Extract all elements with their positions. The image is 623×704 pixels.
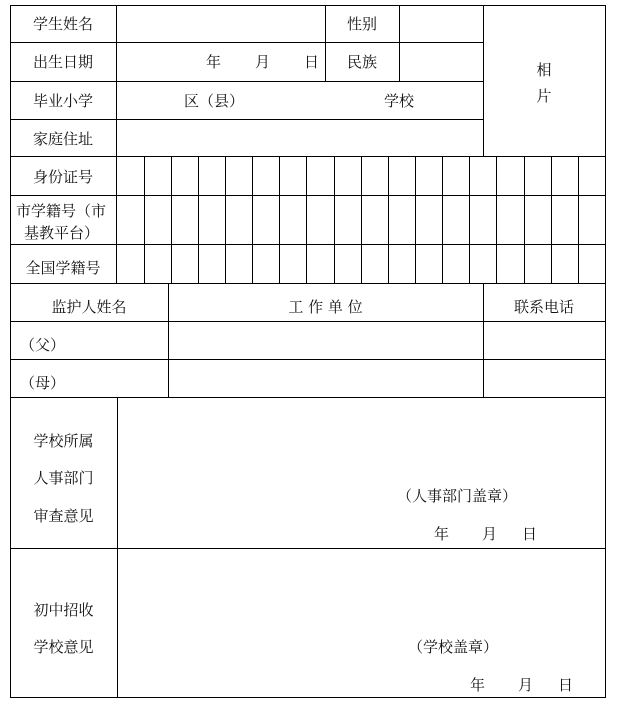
- grid-line: [198, 156, 199, 284]
- city-student-id-label-1: 市学籍号（市: [16, 202, 107, 220]
- grid-line: [144, 156, 145, 284]
- student-name-label: 学生姓名: [32, 15, 93, 33]
- student-name-field[interactable]: [117, 6, 325, 42]
- grid-line: [225, 156, 226, 284]
- hr-review-label-3: 审查意见: [33, 507, 94, 525]
- home-address-label: 家庭住址: [32, 130, 93, 148]
- guardian-name-header: 监护人姓名: [51, 298, 127, 316]
- hr-review-label-1: 学校所属: [33, 432, 94, 450]
- ethnicity-field[interactable]: [400, 43, 483, 81]
- home-address-field[interactable]: [117, 120, 483, 156]
- birth-date-label: 出生日期: [32, 53, 93, 71]
- enroll-day-unit: 日: [558, 676, 574, 694]
- mother-label: （母）: [20, 374, 66, 392]
- city-student-id-label-2: 基教平台）: [24, 224, 100, 242]
- enroll-year-unit: 年: [470, 676, 486, 694]
- grid-line: [388, 156, 389, 284]
- enroll-stamp-text: （学校盖章）: [408, 638, 499, 656]
- grid-line: [442, 156, 443, 284]
- photo-label-2: 片: [536, 87, 552, 105]
- guardian-work-header: 工 作 单 位: [288, 298, 363, 316]
- grid-line: [578, 156, 579, 284]
- grid-line: [415, 156, 416, 284]
- grid-line: [252, 156, 253, 284]
- gender-field[interactable]: [400, 6, 483, 42]
- grid-line: [334, 156, 335, 284]
- district-unit: 区（县）: [184, 92, 245, 110]
- birth-month-unit: 月: [255, 53, 271, 71]
- birth-day-unit: 日: [304, 53, 320, 71]
- photo-label-1: 相: [536, 61, 552, 79]
- grid-line: [10, 359, 606, 360]
- grid-line: [496, 156, 497, 284]
- hr-month-unit: 月: [482, 525, 498, 543]
- grid-line: [361, 156, 362, 284]
- enroll-month-unit: 月: [518, 676, 534, 694]
- grid-line: [551, 156, 552, 284]
- national-student-id-label: 全国学籍号: [25, 259, 101, 277]
- enroll-review-label-1: 初中招收: [33, 601, 94, 619]
- grid-line: [483, 5, 484, 157]
- grid-line: [10, 244, 606, 245]
- grid-line: [10, 195, 606, 196]
- birth-year-unit: 年: [206, 53, 222, 71]
- grid-line: [306, 156, 307, 284]
- ethnicity-label: 民族: [346, 53, 377, 71]
- grid-line: [605, 5, 606, 698]
- grid-line: [10, 697, 606, 698]
- hr-year-unit: 年: [434, 525, 450, 543]
- hr-review-label-2: 人事部门: [33, 469, 94, 487]
- primary-school-label: 毕业小学: [32, 92, 93, 110]
- guardian-phone-header: 联系电话: [513, 298, 574, 316]
- grid-line: [10, 156, 606, 157]
- enroll-review-field[interactable]: [118, 549, 605, 697]
- grid-line: [171, 156, 172, 284]
- gender-label: 性别: [346, 15, 377, 33]
- id-number-label: 身份证号: [32, 168, 93, 186]
- hr-stamp-text: （人事部门盖章）: [397, 487, 518, 505]
- grid-line: [10, 81, 483, 82]
- father-label: （父）: [20, 336, 66, 354]
- grid-line: [524, 156, 525, 284]
- hr-day-unit: 日: [522, 525, 538, 543]
- school-unit: 学校: [384, 92, 415, 110]
- grid-line: [10, 321, 606, 322]
- enroll-review-label-2: 学校意见: [33, 638, 94, 656]
- grid-line: [279, 156, 280, 284]
- grid-line: [10, 283, 606, 284]
- grid-line: [469, 156, 470, 284]
